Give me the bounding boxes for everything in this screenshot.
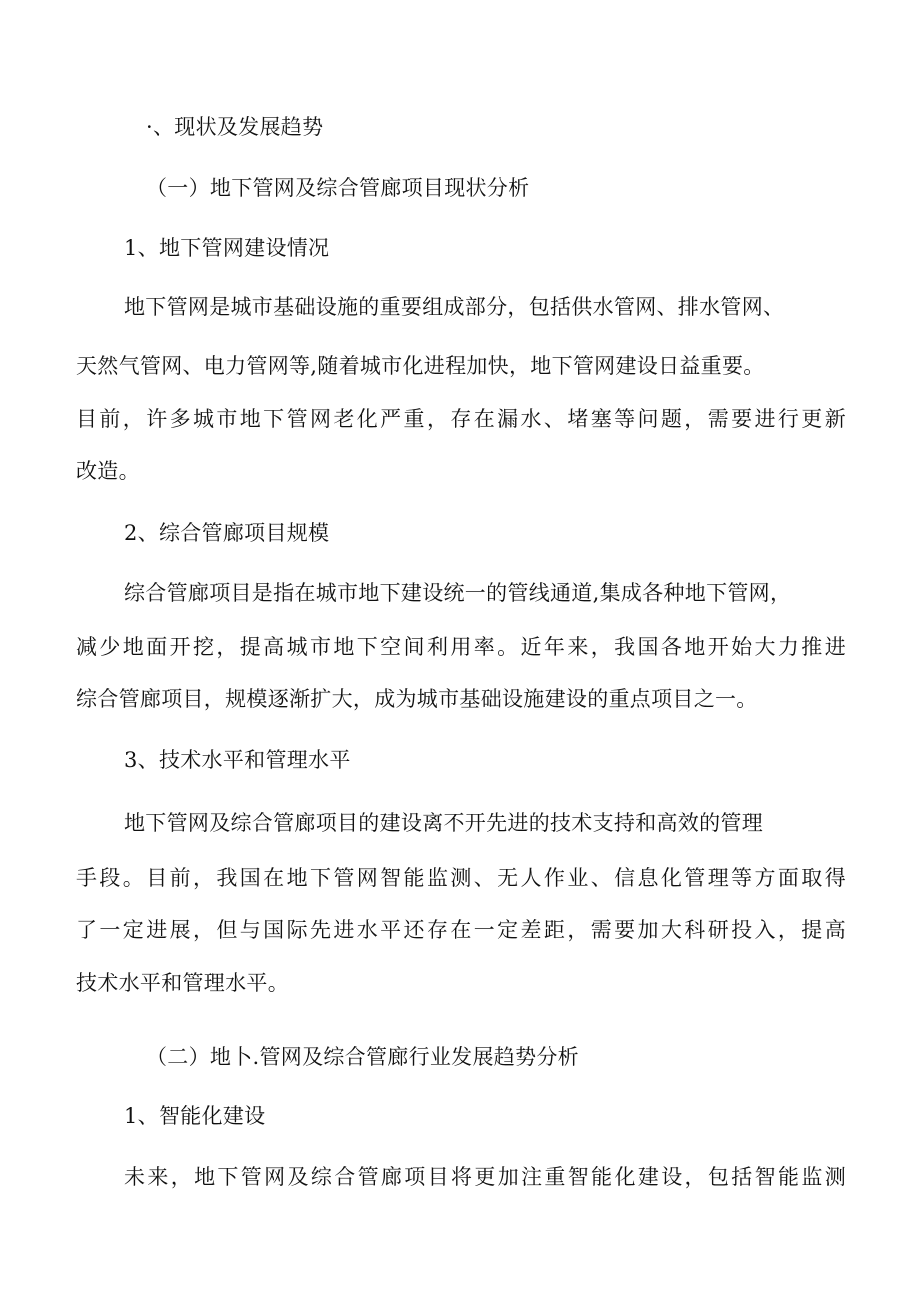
subsection-title-2: （二）地卜.管网及综合管廊行业发展趋势分析 (146, 1045, 579, 1069)
paragraph-line: 地下管网是城市基础设施的重要组成部分，包括供水管网、排水管网、 (124, 295, 785, 319)
paragraph-line: 综合管廊项目，规模逐渐扩大，成为城市基础设施建设的重点项目之一。 (76, 687, 758, 711)
paragraph-line: 地下管网及综合管廊项目的建设离不开先进的技术支持和高效的管理 (124, 811, 763, 835)
item-heading-2-1: 1、智能化建设 (124, 1104, 266, 1128)
paragraph-line: 了一定进展，但与国际先进水平还存在一定差距，需要加大科研投入，提高 (76, 918, 846, 942)
item-heading-1-2: 2、综合管廊项目规模 (124, 521, 330, 545)
item-heading-1-1: 1、地下管网建设情况 (124, 236, 330, 260)
paragraph-line: 未来，地下管网及综合管廊项目将更加注重智能化建设，包括智能监测 (124, 1165, 846, 1189)
paragraph-line: 目前，许多城市地下管网老化严重，存在漏水、堵塞等问题，需要进行更新 (76, 407, 846, 431)
section-title: ·、现状及发展趋势 (146, 115, 324, 139)
paragraph-line: 技术水平和管理水平。 (76, 971, 289, 995)
paragraph-line: 手段。目前，我国在地下管网智能监测、无人作业、信息化管理等方面取得 (76, 866, 846, 890)
paragraph-line: 天然气管网、电力管网等,随着城市化进程加快，地下管网建设日益重要。 (76, 354, 765, 378)
item-heading-1-3: 3、技术水平和管理水平 (124, 748, 351, 772)
paragraph-line: 改造。 (76, 459, 140, 483)
paragraph-line: 综合管廊项目是指在城市地下建设统一的管线通道,集成各种地下管网， (124, 581, 792, 605)
subsection-title-1: （一）地下管网及综合管廊项目现状分析 (146, 176, 530, 200)
paragraph-line: 减少地面开挖，提高城市地下空间利用率。近年来，我国各地开始大力推进 (76, 635, 846, 659)
